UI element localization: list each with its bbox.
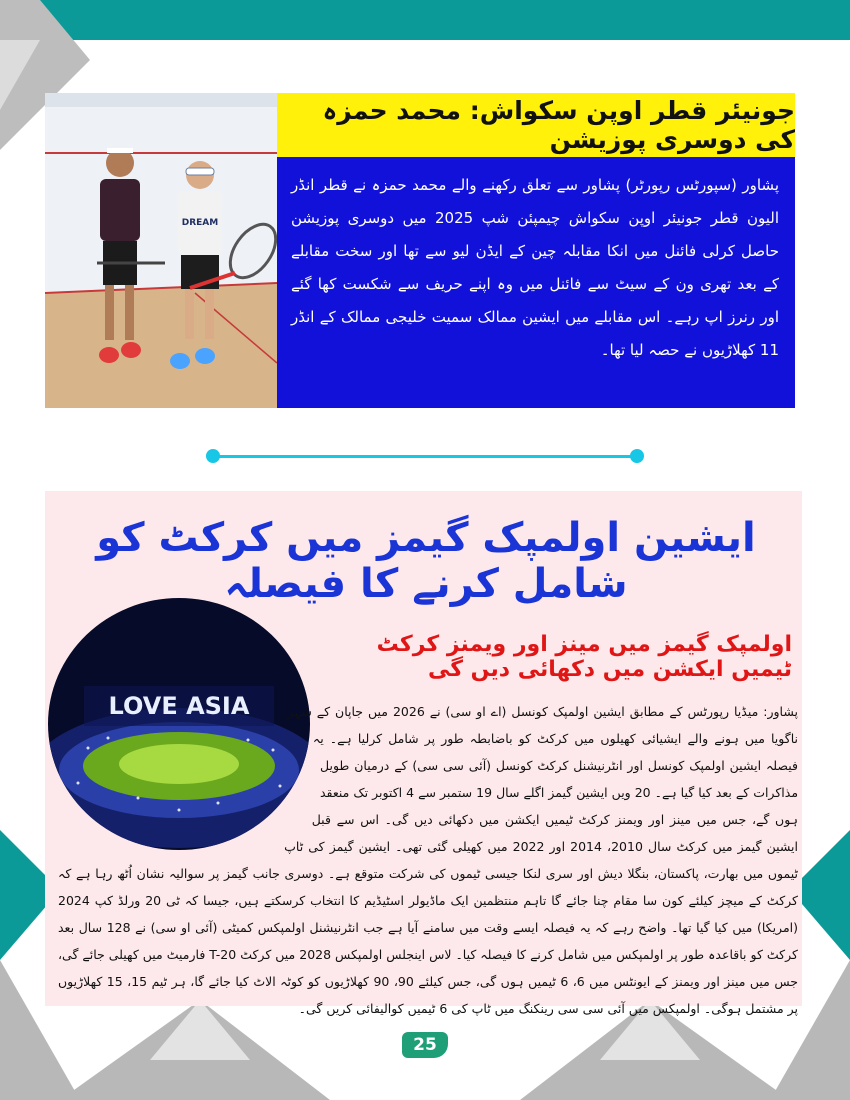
- love-asia-sign: LOVE ASIA: [108, 692, 250, 720]
- cricket-article-subtitle: اولمپک گیمز میں مینز اور ویمنز کرکٹ ٹیمیں ایکشن میں دکھائی دیں گی: [376, 632, 792, 682]
- squash-court-illustration: [45, 93, 277, 408]
- divider-dot-left: [206, 449, 220, 463]
- cricket-article-title: ایشین اولمپک گیمز میں کرکٹ کو شامل کرنے کا فیصلہ: [96, 515, 756, 607]
- divider-dot-right: [630, 449, 644, 463]
- photo-float-spacer: [58, 698, 320, 858]
- page-number-badge: [402, 1032, 448, 1058]
- page-number: 25: [413, 1035, 437, 1055]
- cricket-article-text-wrap: [58, 698, 798, 1022]
- squash-players-photo: [45, 93, 277, 408]
- squash-article-text: پشاور (سپورٹس رپورٹر) پشاور سے تعلق رکھنے والے محمد حمزہ نے قطر انڈر الیون قطر جونیئر اوپن سکواش چیمپئن شپ 2025 میں دوسری پوزیشن حاصل کرلی فائنل میں انکا مقابلہ چین کے ایڈن لیو سے تھا اور سخت مقابلے کے بعد تھری ون کے سیٹ سے فائنل میں وہ اپنے حریف سے شکست کھا گئے اور رنرز اپ رہے۔ اس مقابلے میں ایشین ممالک سمیت خلیجی ممالک کے انڈر 11 کھلاڑیوں نے حصہ لیا تھا۔: [291, 176, 779, 359]
- shirt-print: DREAM: [181, 218, 219, 228]
- squash-title-bar: [277, 93, 795, 157]
- section-divider-line: [215, 455, 635, 458]
- squash-article-body: [277, 157, 795, 408]
- squash-article-title: جونیئر قطر اوپن سکواش: محمد حمزہ کی دوسری پوزیشن: [322, 96, 795, 154]
- cricket-article-text: پشاور: میڈیا رپورٹس کے مطابق ایشین اولمپک کونسل (اے او سی) نے 2026 میں جاپان کے شہر ناگویا میں ہونے والے ایشیائی کھیلوں میں کرکٹ کو باضابطہ طور پر شامل کرلیا ہے۔ یہ فیصلہ ایشین اولمپک کونسل اور انٹرنیشنل کرکٹ کونسل (آئی سی سی) کے درمیان طویل مذاکرات کے بعد کیا گیا ہے۔ 20 ویں ایشین گیمز اگلے سال 19 ستمبر سے 4 اکتوبر تک منعقد ہوں گے، جس میں مینز اور ویمنز کرکٹ ٹیمیں ایکشن میں دکھائی دیں گی۔ اس سے قبل ایشین گیمز میں کرکٹ سال 2010، 2014 اور 2022 میں کھیلی گئی تھی۔ ایشین گیمز کی ٹاپ ٹیموں میں بھارت، پاکستان، بنگلا دیش اور سری لنکا جیسی ٹیموں کی شرکت متوقع ہے۔ دوسری جانب گیمز پر سوالیہ نشان اُٹھ رہا ہے کہ کرکٹ کے میچز کیلئے کون سا مقام چنا جائے گا تاہم منتظمین ایک ماڈیولر اسٹیڈیم کا انتخاب کرسکتے ہیں، جیسا کہ ٹی 20 ورلڈ کپ 2024 (امریکا) میں کیا گیا تھا۔ واضح رہے کہ یہ فیصلہ ایسے وقت میں سامنے آیا ہے جب انٹرنیشنل اولمپکس کمیٹی (آئی او سی) نے 128 سال بعد کرکٹ کو باقاعدہ طور پر اولمپکس میں شامل کرنے کا فیصلہ کیا۔ لاس اینجلس اولمپکس 2028 میں کرکٹ T-20 فارمیٹ میں کھیلی جائے گی، جس میں مینز اور ویمنز کے ایونٹس میں 6، 6 ٹیمیں ہوں گی، جس کیلئے 90، 90 کھلاڑیوں کو کوٹہ الاٹ کیا جائے گا، ہر ٹیم 15، 15 کھلاڑیوں پر مشتمل ہوگی۔ اولمپکس میں آئی سی سی رینکنگ میں ٹاپ کی 6 ٹیمیں کوالیفائی کریں گی۔: [58, 704, 799, 1016]
